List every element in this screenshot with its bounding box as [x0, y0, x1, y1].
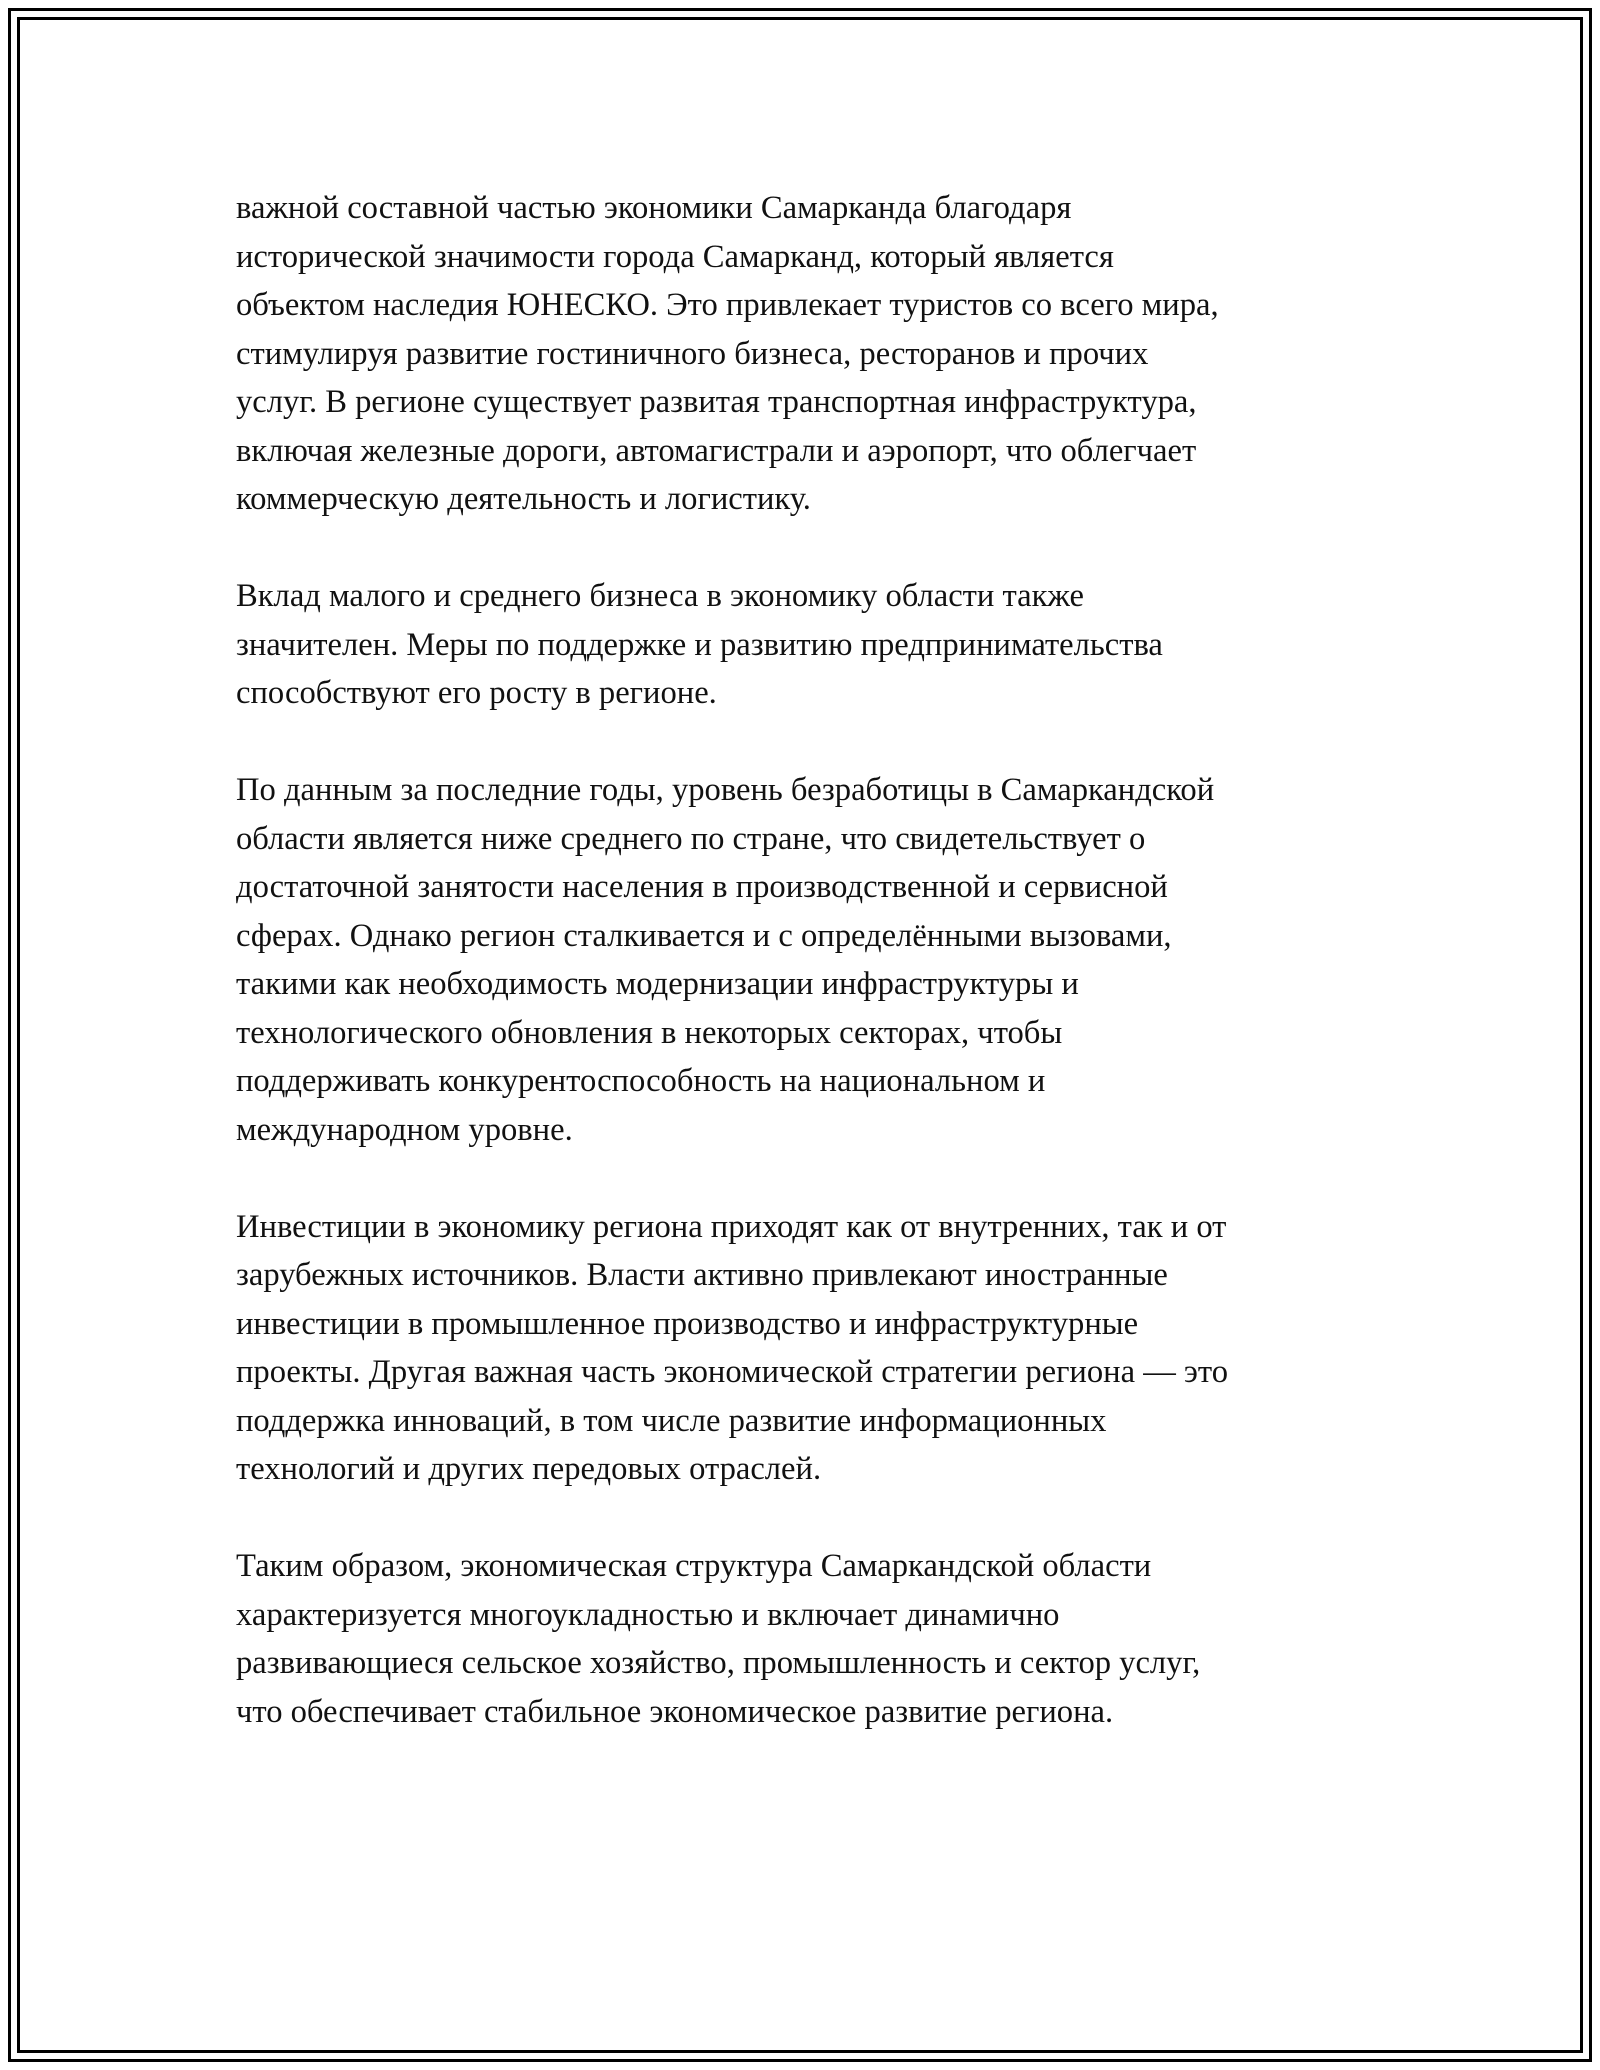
- paragraph-investments: [236, 1203, 1376, 1494]
- text-line: развивающиеся сельское хозяйство, промышленность и сектор услуг,: [236, 1645, 1201, 1681]
- paragraph-tourism: [236, 184, 1376, 524]
- paragraph-conclusion: [236, 1542, 1376, 1736]
- text-line: зарубежных источников. Власти активно привлекают иностранные: [236, 1257, 1168, 1293]
- paragraph-unemployment: [236, 766, 1376, 1154]
- text-line: стимулируя развитие гостиничного бизнеса, ресторанов и прочих: [236, 335, 1149, 372]
- text-line: поддерживать конкурентоспособность на национальном и: [236, 1063, 1046, 1099]
- text-line: услуг. В регионе существует развитая транспортная инфраструктура,: [236, 384, 1197, 420]
- text-line: коммерческую деятельность и логистику.: [236, 481, 811, 517]
- text-line: такими как необходимость модернизации инфраструктуры и: [236, 966, 1079, 1002]
- text-line: технологического обновления в некоторых секторах, чтобы: [236, 1014, 1063, 1051]
- text-line: достаточной занятости населения в производственной и сервисной: [236, 869, 1168, 905]
- text-line: поддержка инноваций, в том числе развитие информационных: [236, 1402, 1107, 1439]
- text-line: инвестиции в промышленное производство и инфраструктурные: [236, 1305, 1139, 1342]
- text-line: технологий и других передовых отраслей.: [236, 1451, 822, 1487]
- text-line: объектом наследия ЮНЕСКО. Это привлекает туристов со всего мира,: [236, 287, 1219, 323]
- text-line: что обеспечивает стабильное экономическое развитие региона.: [236, 1693, 1114, 1730]
- text-line: Таким образом, экономическая структура Самаркандской области: [236, 1548, 1152, 1584]
- text-line: проекты. Другая важная часть экономической стратегии региона — это: [236, 1354, 1228, 1390]
- text-line: Инвестиции в экономику региона приходят как от внутренних, так и от: [236, 1208, 1227, 1245]
- text-line: значителен. Меры по поддержке и развитию предпринимательства: [236, 626, 1163, 663]
- document-body: [236, 184, 1376, 1785]
- text-line: характеризуется многоукладностью и включает динамично: [236, 1596, 1060, 1633]
- text-line: способствуют его росту в регионе.: [236, 675, 717, 711]
- paragraph-small-business: [236, 572, 1376, 718]
- text-line: сферах. Однако регион сталкивается и с определёнными вызовами,: [236, 917, 1172, 954]
- text-line: международном уровне.: [236, 1111, 573, 1148]
- text-line: области является ниже среднего по стране, что свидетельствует о: [236, 820, 1146, 857]
- text-line: исторической значимости города Самарканд, который является: [236, 238, 1114, 275]
- text-line: включая железные дороги, автомагистрали и аэропорт, что облегчает: [236, 432, 1197, 469]
- text-line: важной составной частью экономики Самарканда благодаря: [236, 190, 1072, 226]
- text-line: По данным за последние годы, уровень безработицы в Самаркандской: [236, 772, 1215, 808]
- text-line: Вклад малого и среднего бизнеса в экономику области также: [236, 578, 1084, 614]
